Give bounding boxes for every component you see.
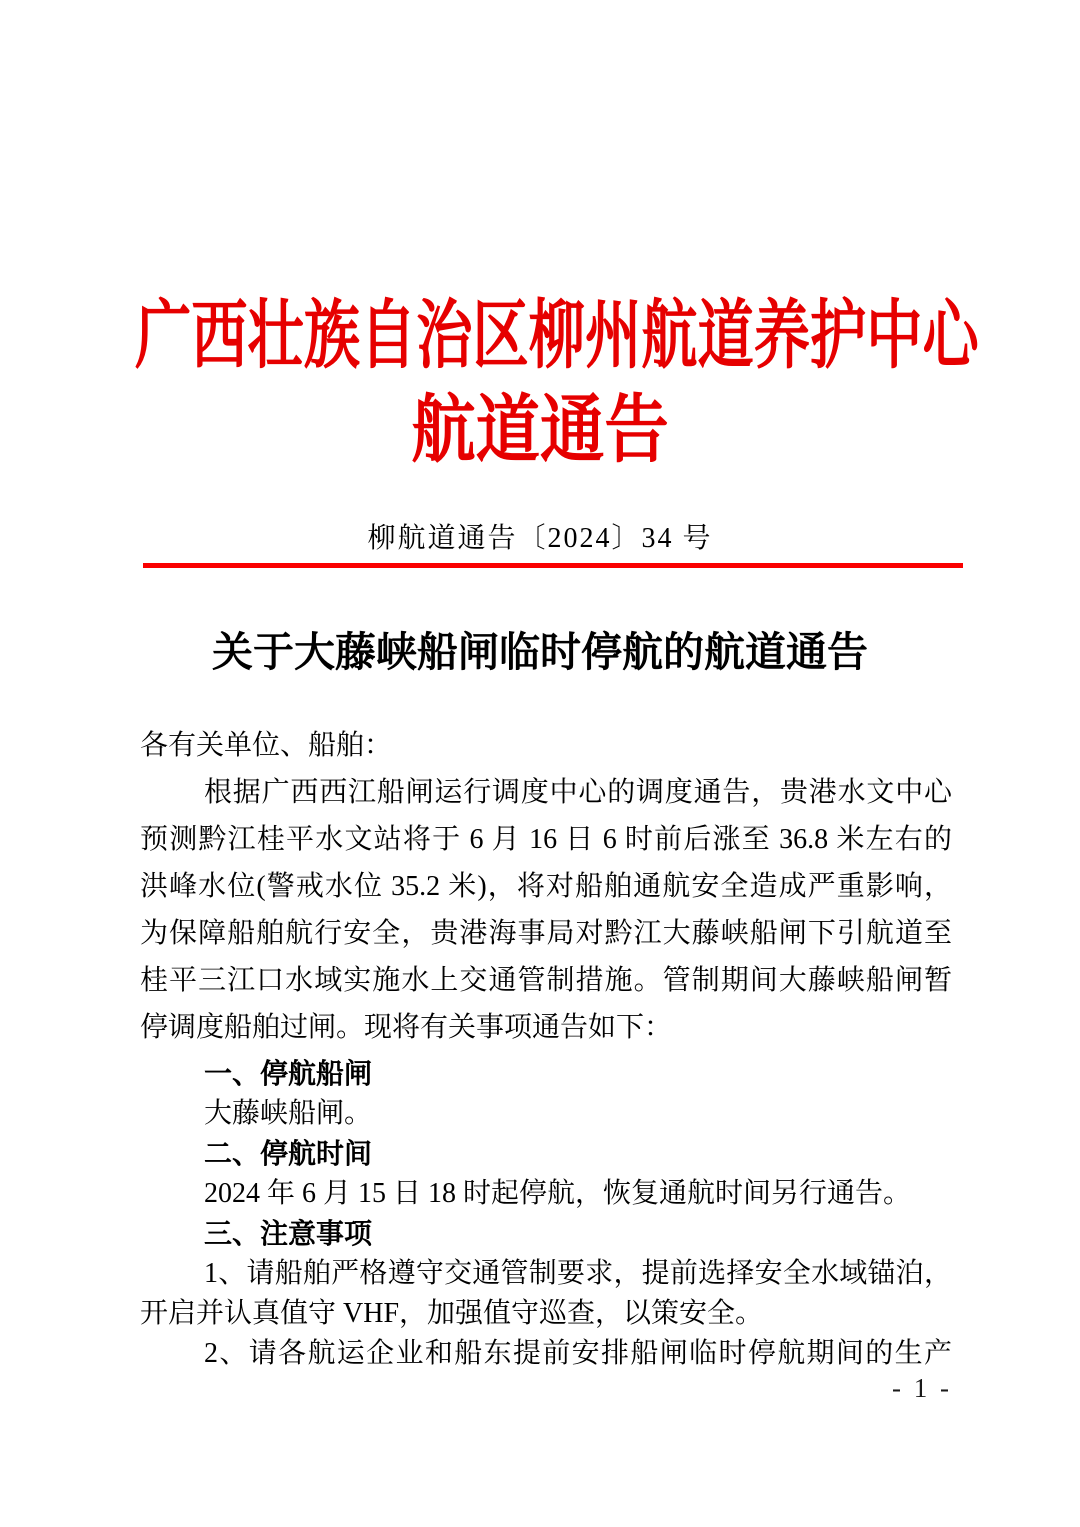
org-title-line2: 航道通告 bbox=[411, 390, 669, 472]
paragraph1-line4: 为保障船舶航行安全，贵港海事局对黔江大藤峡船闸下引航道至 bbox=[140, 918, 952, 949]
red-divider-rule bbox=[143, 563, 963, 568]
section1-line1: 大藤峡船闸。 bbox=[204, 1098, 373, 1129]
salutation-line: 各有关单位、船舶： bbox=[140, 730, 393, 761]
paragraph1-line3: 洪峰水位(警戒水位 35.2 米)，将对船舶通航安全造成严重影响， bbox=[140, 871, 952, 902]
notice-body-intro bbox=[140, 722, 952, 1051]
notice-title: 关于大藤峡船闸临时停航的航道通告 bbox=[212, 629, 868, 675]
section3-line3: 2、请各航运企业和船东提前安排船闸临时停航期间的生产 bbox=[204, 1338, 952, 1369]
paragraph1-line1: 根据广西西江船闸运行调度中心的调度通告，贵港水文中心 bbox=[204, 777, 952, 808]
section2-line1: 2024 年 6 月 15 日 18 时起停航，恢复通航时间另行通告。 bbox=[204, 1178, 912, 1209]
section2-heading: 二、停航时间 bbox=[204, 1138, 373, 1169]
notice-body-sections bbox=[140, 1054, 952, 1374]
section1-heading: 一、停航船闸 bbox=[204, 1058, 373, 1089]
paragraph1-line6: 停调度船舶过闸。现将有关事项通告如下： bbox=[140, 1012, 673, 1043]
section3-heading: 三、注意事项 bbox=[204, 1218, 373, 1249]
document-number: 柳航道通告〔2024〕34 号 bbox=[367, 523, 713, 554]
section3-line2: 开启并认真值守 VHF，加强值守巡查，以策安全。 bbox=[140, 1298, 764, 1329]
org-title-line1: 广西壮族自治区柳州航道养护中心 bbox=[135, 295, 979, 378]
paragraph1-line5: 桂平三江口水域实施水上交通管制措施。管制期间大藤峡船闸暂 bbox=[140, 965, 952, 996]
page-number: - 1 - bbox=[892, 1373, 952, 1403]
paragraph1-line2: 预测黔江桂平水文站将于 6 月 16 日 6 时前后涨至 36.8 米左右的 bbox=[140, 824, 952, 855]
section3-line1: 1、请船舶严格遵守交通管制要求，提前选择安全水域锚泊， bbox=[204, 1258, 952, 1289]
